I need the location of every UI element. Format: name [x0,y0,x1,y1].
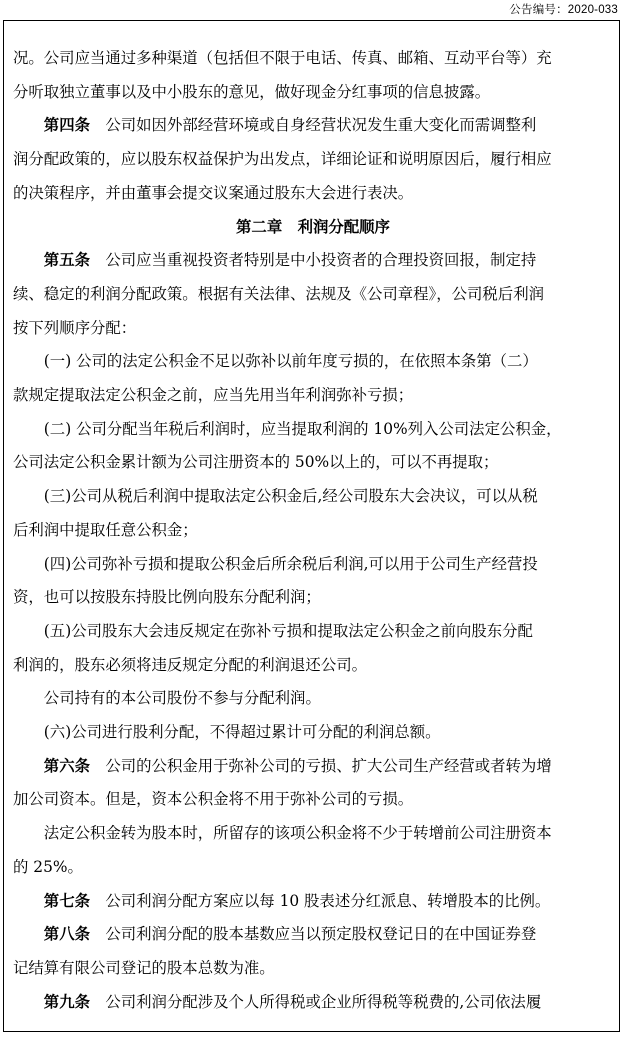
text-line [13,345,613,379]
text-line [13,379,613,413]
text-line [13,885,613,919]
document-body [13,42,613,1019]
document-frame [3,20,620,1032]
line-text: (二) 公司分配当年税后利润时，应当提取利润的 10%列入公司法定公积金， [43,419,562,438]
line-text: 公司法定公积金累计额为公司注册资本的 50%以上的，可以不再提取； [13,453,499,472]
line-text: 公司如因外部经营环境或自身经营状况发生重大变化而需调整利 [89,116,537,135]
text-line [13,817,613,851]
line-text: (五)公司股东大会违反规定在弥补亏损和提取法定公积金之前向股东分配 [43,621,533,640]
text-line [13,716,613,750]
article-label: 第六条 [43,756,90,775]
text-line [13,918,613,952]
text-line [13,413,613,447]
line-text: (四)公司弥补亏损和提取公积金后所余税后利润,可以用于公司生产经营投 [43,554,538,573]
text-line [13,986,613,1020]
line-text: 款规定提取法定公积金之前，应当先用当年利润弥补亏损； [13,386,414,405]
line-text: 况。公司应当通过多种渠道（包括但不限于电话、传真、邮箱、互动平台等）充 [13,49,552,67]
line-text: 的决策程序，并由董事会提交议案通过股东大会进行表决。 [13,183,414,202]
text-line [13,548,613,582]
line-text: 续、稳定的利润分配政策。根据有关法律、法规及《公司章程》，公司税后利润 [13,284,544,303]
line-text: 法定公积金转为股本时，所留存的该项公积金将不少于转增前公司注册资本 [43,824,552,843]
text-line [13,278,613,312]
text-line [13,581,613,615]
line-text: 公司持有的本公司股份不参与分配利润。 [43,689,321,708]
line-text: 后利润中提取任意公积金； [13,520,198,539]
text-line [13,42,613,76]
announcement-number: 公告编号：2020-033 [509,4,618,16]
text-line [13,851,613,885]
text-line [13,783,613,817]
line-text: 公司的公积金用于弥补公司的亏损、扩大公司生产经营或者转为增 [89,756,552,775]
text-line [13,649,613,683]
text-line [13,682,613,716]
text-line [13,244,613,278]
line-text: (六)公司进行股利分配，不得超过累计可分配的利润总额。 [43,723,441,742]
line-text: 公司利润分配方案应以每 10 股表述分红派息、转增股本的比例。 [89,891,551,910]
text-line [13,480,613,514]
line-text: 加公司资本。但是，资本公积金将不用于弥补公司的亏损。 [13,790,414,809]
line-text: 公司应当重视投资者特别是中小投资者的合理投资回报，制定持 [89,251,537,270]
line-text: 分听取独立董事以及中小股东的意见，做好现金分红事项的信息披露。 [13,82,491,101]
text-line [13,514,613,548]
text-line [13,750,613,784]
line-text: 的 25%。 [13,857,83,876]
line-text: 资，也可以按股东持股比例向股东分配利润； [13,588,321,607]
article-label: 第七条 [43,891,90,910]
text-line [13,952,613,986]
line-text: 润分配政策的，应以股东权益保护为出发点，详细论证和说明原因后，履行相应 [13,150,552,169]
article-label: 第五条 [43,251,90,270]
line-text: 公司利润分配的股本基数应当以预定股权登记日的在中国证券登 [89,925,537,944]
line-text: 利润的，股东必须将违反规定分配的利润退还公司。 [13,655,367,674]
text-line [13,177,613,211]
text-line [13,109,613,143]
text-line [13,143,613,177]
article-label: 第八条 [43,925,90,944]
text-line [13,76,613,110]
line-text: 记结算有限公司登记的股本总数为准。 [13,958,275,977]
line-text: (一) 公司的法定公积金不足以弥补以前年度亏损的，在依照本条第（二） [43,352,538,371]
line-text: 按下列顺序分配： [13,318,137,337]
article-label: 第四条 [43,116,90,135]
text-line [13,446,613,480]
text-line [13,312,613,346]
text-line [13,615,613,649]
article-label: 第九条 [43,992,90,1011]
line-text: 第二章 利润分配顺序 [236,217,390,236]
line-text: 公司利润分配涉及个人所得税或企业所得税等税费的,公司依法履 [89,992,542,1011]
chapter-heading [13,211,613,245]
line-text: (三)公司从税后利润中提取法定公积金后,经公司股东大会决议，可以从税 [43,487,538,506]
